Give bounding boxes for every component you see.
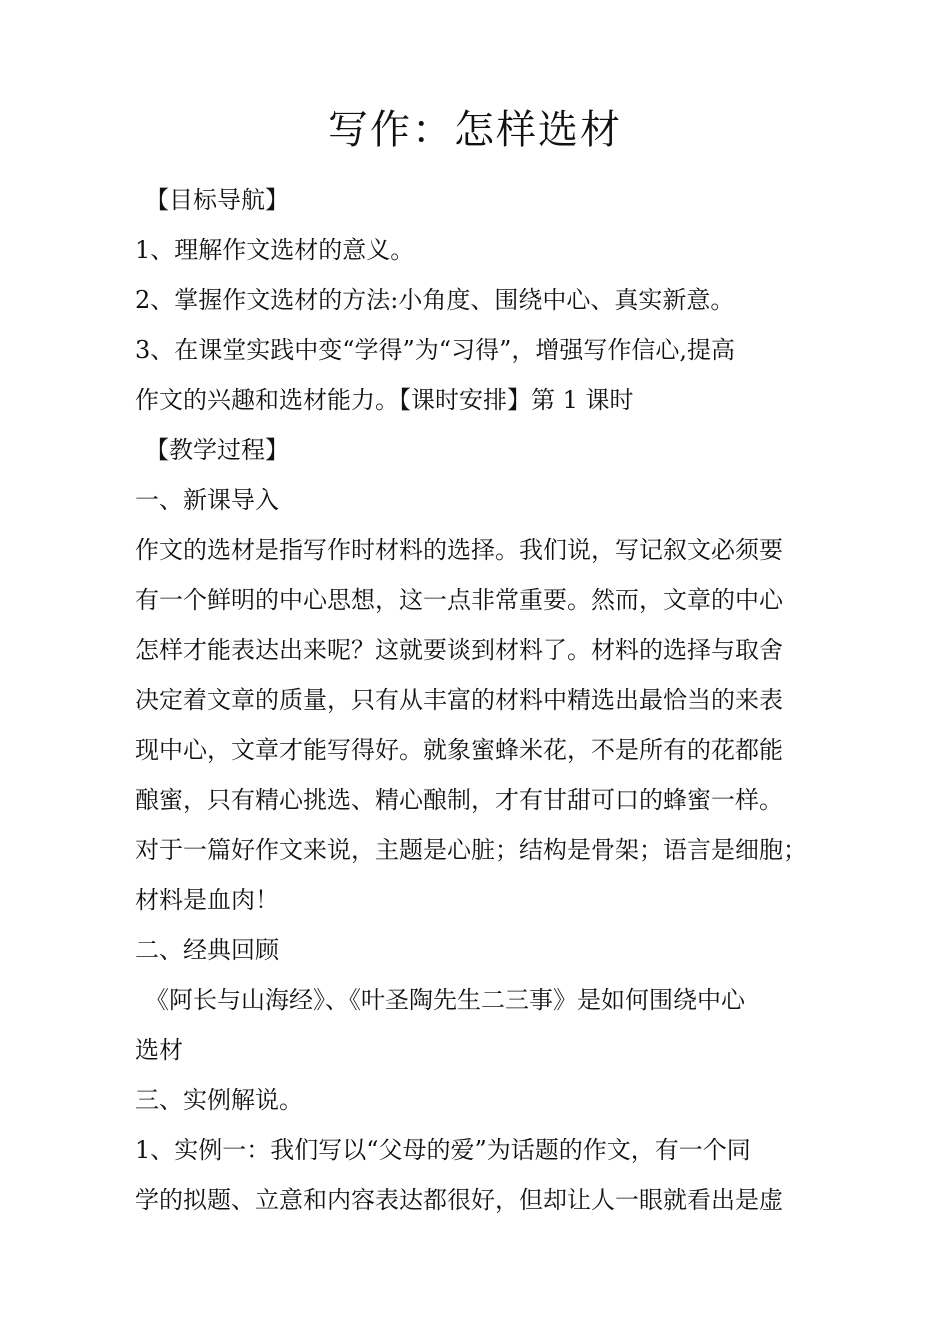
section-heading-goals: 【目标导航】 [145,186,289,214]
document-title: 写作：怎样选材 [328,107,622,153]
subheading-review: 二、经典回顾 [135,936,279,964]
paragraph-line: 《阿长与山海经》、《叶圣陶先生二三事》是如何围绕中心 [145,986,745,1014]
subheading-intro: 一、新课导入 [135,486,279,514]
section-heading-process: 【教学过程】 [145,436,289,464]
paragraph-line: 作文的选材是指写作时材料的选择。我们说，写记叙文必须要 [135,536,783,564]
paragraph-line: 有一个鲜明的中心思想，这一点非常重要。然而，文章的中心 [135,586,783,614]
goal-item-2: 2、掌握作文选材的方法:小角度、围绕中心、真实新意。 [135,286,735,314]
paragraph-line: 酿蜜，只有精心挑选、精心酿制，才有甘甜可口的蜂蜜一样。 [135,786,783,814]
paragraph-line: 1、实例一：我们写以“父母的爱”为话题的作文，有一个同 [135,1136,751,1164]
paragraph-line: 决定着文章的质量，只有从丰富的材料中精选出最恰当的来表 [135,686,783,714]
paragraph-line: 选材 [135,1036,183,1064]
goal-item-3: 3、在课堂实践中变“学得”为“习得”，增强写作信心,提高 [135,336,735,364]
subheading-examples: 三、实例解说。 [135,1086,303,1114]
paragraph-line: 对于一篇好作文来说，主题是心脏；结构是骨架；语言是细胞； [135,836,807,864]
paragraph-line: 学的拟题、立意和内容表达都很好，但却让人一眼就看出是虚 [135,1186,783,1214]
paragraph-line: 怎样才能表达出来呢？这就要谈到材料了。材料的选择与取舍 [135,636,783,664]
goal-item-3-continued: 作文的兴趣和选材能力。【课时安排】第 1 课时 [135,386,634,414]
goal-item-1: 1、理解作文选材的意义。 [135,236,415,264]
paragraph-line: 现中心，文章才能写得好。就象蜜蜂米花，不是所有的花都能 [135,736,783,764]
paragraph-line: 材料是血肉！ [135,886,279,914]
